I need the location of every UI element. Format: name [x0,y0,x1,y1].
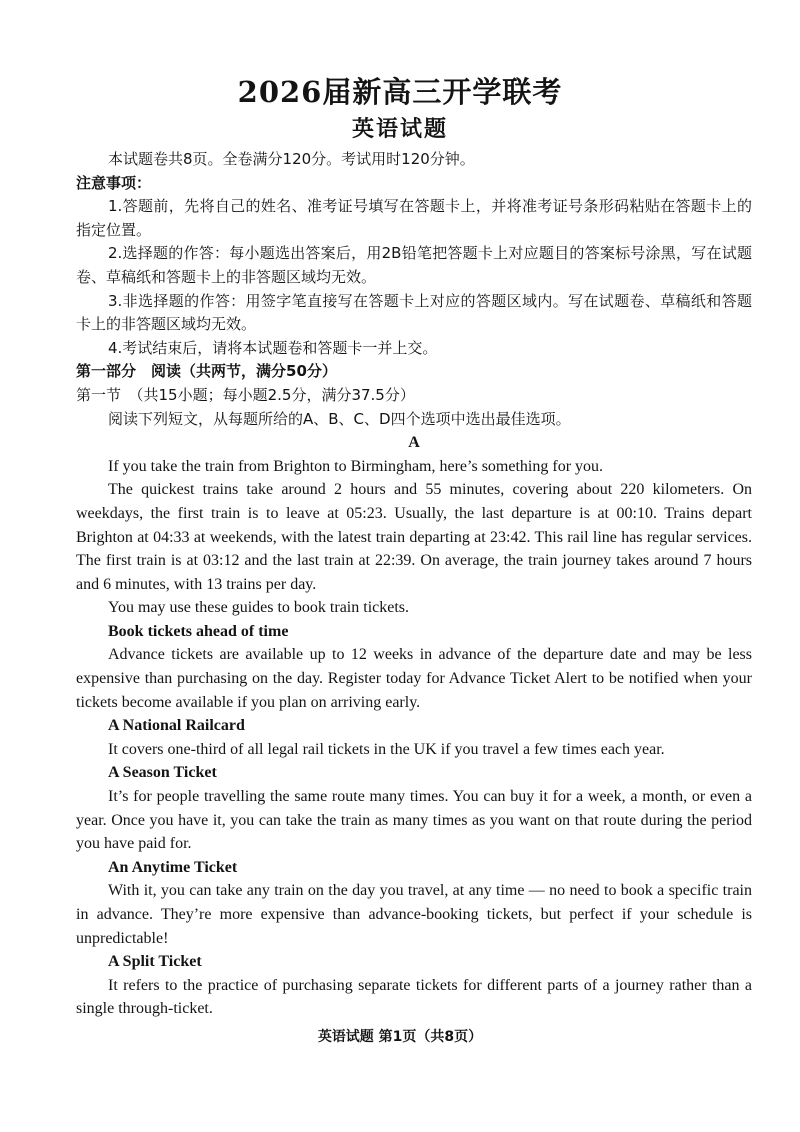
passage-paragraph: It refers to the practice of purchasing separate tickets for different parts of a journey rather than a single through-ticket. [76,976,752,1018]
part-heading: 第一部分 阅读（共两节，满分50分） [76,362,337,381]
notice-item: 2.选择题的作答：每小题选出答案后，用2B铅笔把答题卡上对应题目的答案标号涂黑，写在试题卷、草稿纸和答题卡上的非答题区域均无效。 [76,244,752,286]
passage-paragraph: Advance tickets are available up to 12 weeks in advance of the departure date and may be less expensive than purchasing on the day. Register today for Advance Ticket Alert to be notified when your tickets become available if you plan on arriving early. [76,646,752,711]
notice-title: 注意事项： [76,173,152,192]
passage-paragraph: If you take the train from Brighton to Birmingham, here’s something for you. [108,457,604,475]
notice-item: 3.非选择题的作答：用签字笔直接写在答题卡上对应的答题区域内。写在试题卷、草稿纸和答题卡上的非答题区域均无效。 [76,291,752,334]
passage-heading: An Anytime Ticket [108,858,238,876]
exam-info: 本试题卷共8页。全卷满分120分。考试用时120分钟。 [108,150,475,168]
subsection-heading: 第一节 （共15小题；每小题2.5分，满分37.5分） [76,385,415,404]
exam-subtitle: 英语试题 [351,116,448,142]
page-footer: 英语试题 第1页（共8页） [317,1029,483,1045]
passage-paragraph: It covers one-third of all legal rail tickets in the UK if you travel a few times each year. [108,740,665,758]
instruction: 阅读下列短文，从每题所给的A、B、C、D四个选项中选出最佳选项。 [108,409,571,428]
passage-heading: A National Railcard [108,717,245,735]
exam-body [76,148,752,1021]
passage-paragraph: It’s for people travelling the same route many times. You can buy it for a week, a month, or even a year. Once you have it, you can take the train as many times as you want on that route during the period you have paid for. [76,788,752,853]
notice-item: 4.考试结束后，请将本试题卷和答题卡一并上交。 [108,338,438,357]
exam-title: 2026届新高三开学联考 [237,75,563,109]
passage-heading: Book tickets ahead of time [108,622,289,640]
notice-item: 1.答题前，先将自己的姓名、准考证号填写在答题卡上，并将准考证号条形码粘贴在答题卡上的指定位置。 [76,197,752,239]
passage-paragraph: With it, you can take any train on the day you travel, at any time — no need to book a specific train in advance. They’re more expensive than advance-booking tickets, but perfect if your schedule is unpredictable! [76,882,752,947]
passage-paragraph: The quickest trains take around 2 hours and 55 minutes, covering about 220 kilometers. On weekdays, the first train is to leave at 05:23. Usually, the last departure is at 00:10. Trains depart Brighton at 04:33 at weekends, with the latest train departing at 23:42. This rail line has regular services. The first train is at 03:12 and the last train at 22:39. On average, the train journey takes around 7 hours and 6 minutes, with 13 trains per day. [76,481,752,593]
passage-label: A [408,434,420,452]
passage-heading: A Split Ticket [108,953,202,971]
passage-paragraph: You may use these guides to book train tickets. [108,599,410,617]
passage-heading: A Season Ticket [108,764,217,782]
